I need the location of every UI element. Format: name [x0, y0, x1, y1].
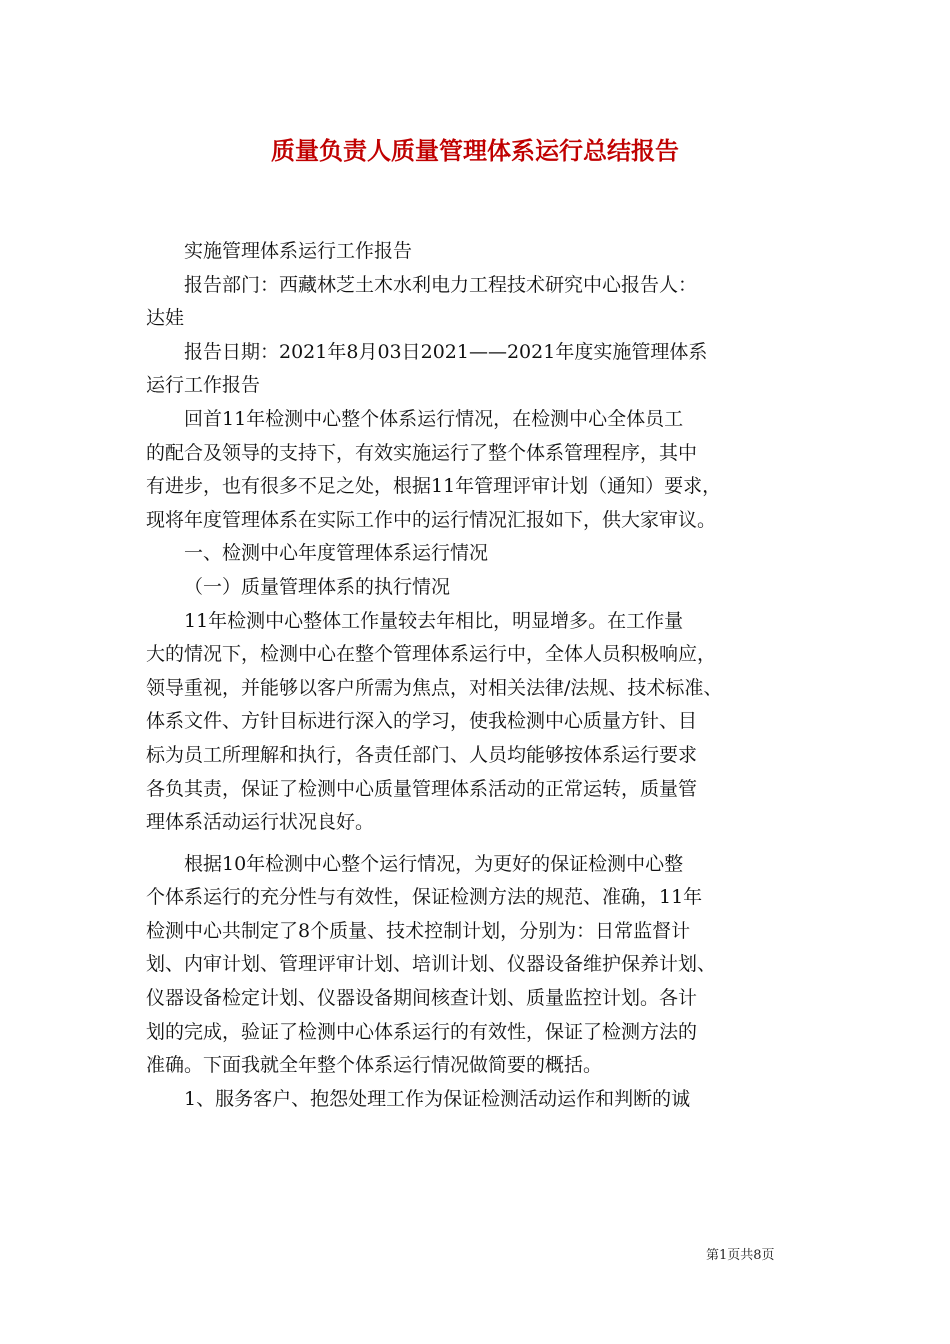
paragraph-workload — [146, 605, 826, 840]
text-line: 报告日期：2021年8月03日2021——2021年度实施管理体系 — [184, 340, 708, 363]
section-heading-1 — [146, 537, 826, 571]
text-line: 领导重视，并能够以客户所需为焦点，对相关法律/法规、技术标准、 — [146, 676, 723, 699]
text-line: （一）质量管理体系的执行情况 — [184, 575, 451, 598]
text-line: 标为员工所理解和执行，各责任部门、人员均能够按体系运行要求 — [146, 743, 698, 766]
subsection-heading-1 — [146, 571, 826, 605]
text-line: 仪器设备检定计划、仪器设备期间核查计划、质量监控计划。各计 — [146, 987, 698, 1010]
text-line: 各负其责，保证了检测中心质量管理体系活动的正常运转，质量管 — [146, 777, 698, 800]
text-line: 现将年度管理体系在实际工作中的运行情况汇报如下，供大家审议。 — [146, 508, 717, 531]
text-line: 准确。下面我就全年整个体系运行情况做简要的概括。 — [146, 1054, 603, 1077]
text-line: 有进步，也有很多不足之处，根据11年管理评审计划（通知）要求， — [146, 475, 722, 498]
document-title: 质量负责人质量管理体系运行总结报告 — [271, 136, 679, 165]
paragraph-customer-service — [146, 1083, 826, 1117]
text-line: 划的完成，验证了检测中心体系运行的有效性，保证了检测方法的 — [146, 1020, 698, 1043]
text-line: 达娃 — [146, 307, 185, 330]
text-line: 报告部门：西藏林芝土木水利电力工程技术研究中心报告人： — [184, 273, 698, 296]
document-body — [146, 235, 826, 1116]
text-line: 理体系活动运行状况良好。 — [146, 811, 375, 834]
paragraph-report-heading — [146, 235, 826, 269]
text-line: 根据10年检测中心整个运行情况，为更好的保证检测中心整 — [184, 852, 684, 875]
paragraph-control-plans — [146, 848, 826, 1083]
text-line: 的配合及领导的支持下，有效实施运行了整个体系管理程序，其中 — [146, 441, 698, 464]
text-line: 一、检测中心年度管理体系运行情况 — [184, 542, 489, 565]
paragraph-report-date — [146, 336, 826, 403]
text-line: 实施管理体系运行工作报告 — [184, 240, 413, 262]
text-line: 体系文件、方针目标进行深入的学习，使我检测中心质量方针、目 — [146, 710, 698, 733]
paragraph-report-department — [146, 269, 826, 336]
text-line: 11年检测中心整体工作量较去年相比，明显增多。在工作量 — [184, 609, 684, 632]
text-line: 大的情况下，检测中心在整个管理体系运行中，全体人员积极响应， — [146, 643, 717, 666]
text-line: 回首11年检测中心整个体系运行情况，在检测中心全体员工 — [184, 407, 684, 430]
text-line: 1、服务客户、抱怨处理工作为保证检测活动运作和判断的诚 — [184, 1087, 691, 1110]
text-line: 运行工作报告 — [146, 374, 261, 397]
page-number-footer: 第1页共8页 — [706, 1248, 775, 1263]
paragraph-review-intro — [146, 403, 826, 537]
text-line: 个体系运行的充分性与有效性，保证检测方法的规范、准确，11年 — [146, 886, 703, 909]
text-line: 划、内审计划、管理评审计划、培训计划、仪器设备维护保养计划、 — [146, 953, 717, 976]
text-line: 检测中心共制定了8个质量、技术控制计划，分别为：日常监督计 — [146, 919, 691, 942]
